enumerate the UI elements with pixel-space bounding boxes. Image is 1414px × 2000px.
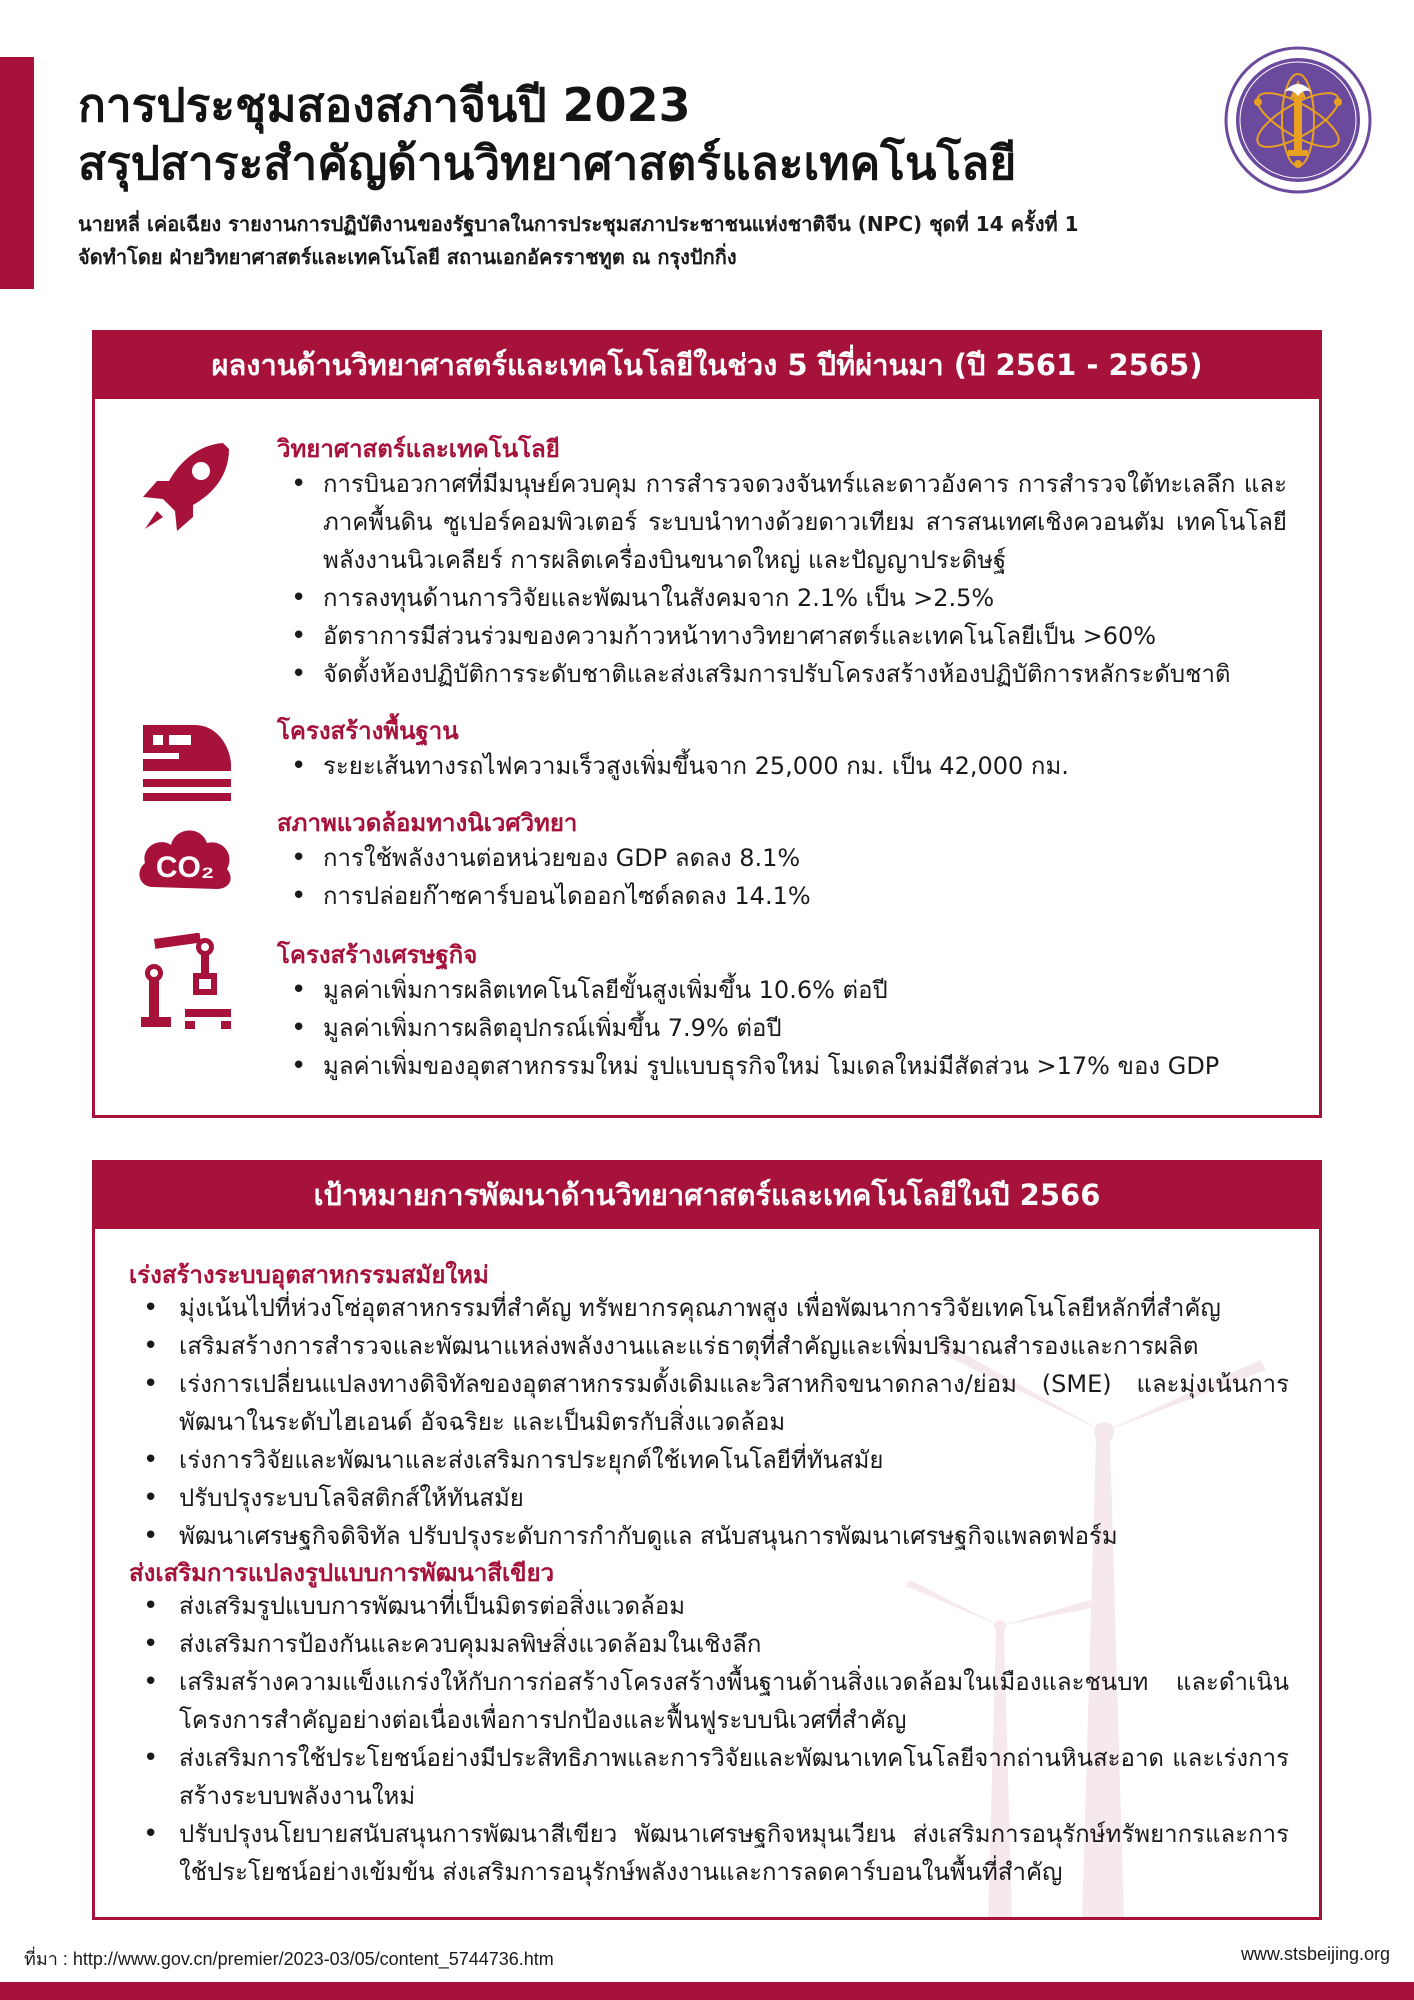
- section-title-science-tech: วิทยาศาสตร์และเทคโนโลยี: [277, 435, 560, 463]
- list-item: • การปล่อยก๊าซคาร์บอนไดออกไซด์ลดลง 14.1%: [277, 877, 1287, 915]
- section-title-green-development: ส่งเสริมการแปลงรูปแบบการพัฒนาสีเขียว: [129, 1559, 555, 1587]
- list-item: • ส่งเสริมการใช้ประโยชน์อย่างมีประสิทธิภาพและการวิจัยและพัฒนาเทคโนโลยีจากถ่านหินสะอาด และเร่งการสร้างระบบพลังงานใหม่: [129, 1739, 1289, 1815]
- bottom-accent-bar: [0, 1982, 1414, 2000]
- train-icon: [135, 713, 235, 813]
- ecology-list: [277, 839, 1287, 915]
- modern-industry-list: [129, 1289, 1289, 1555]
- list-item: • การใช้พลังงานต่อหน่วยของ GDP ลดลง 8.1%: [277, 839, 1287, 877]
- svg-text:CO₂: CO₂: [155, 851, 215, 884]
- science-tech-list: [277, 465, 1287, 693]
- robot-arm-icon: [135, 933, 235, 1033]
- list-item: • เร่งการวิจัยและพัฒนาและส่งเสริมการประยุกต์ใช้เทคโนโลยีที่ทันสมัย: [129, 1441, 1289, 1479]
- section-title-infrastructure: โครงสร้างพื้นฐาน: [277, 717, 459, 745]
- list-item: • ส่งเสริมการป้องกันและควบคุมมลพิษสิ่งแวดล้อมในเชิงลึก: [129, 1625, 1289, 1663]
- list-item: • ส่งเสริมรูปแบบการพัฒนาที่เป็นมิตรต่อสิ่งแวดล้อม: [129, 1587, 1289, 1625]
- list-item: • จัดตั้งห้องปฏิบัติการระดับชาติและส่งเสริมการปรับโครงสร้างห้องปฏิบัติการหลักระดับชาติ: [277, 655, 1287, 693]
- list-item: • ระยะเส้นทางรถไฟความเร็วสูงเพิ่มขึ้นจาก 25,000 กม. เป็น 42,000 กม.: [277, 747, 1287, 785]
- list-item: • มูลค่าเพิ่มการผลิตอุปกรณ์เพิ่มขึ้น 7.9% ต่อปี: [277, 1009, 1287, 1047]
- list-item: • เสริมสร้างการสำรวจและพัฒนาแหล่งพลังงานและแร่ธาตุที่สำคัญและเพิ่มปริมาณสำรองและการผลิต: [129, 1327, 1289, 1365]
- green-development-list: [129, 1587, 1289, 1891]
- rocket-icon: [135, 437, 235, 537]
- achievements-panel-header: ผลงานด้านวิทยาศาสตร์และเทคโนโลยีในช่วง 5 ปีที่ผ่านมา (ปี 2561 - 2565): [95, 333, 1319, 399]
- section-title-modern-industry: เร่งสร้างระบบอุตสาหกรรมสมัยใหม่: [129, 1261, 489, 1289]
- infrastructure-list: [277, 747, 1287, 785]
- goals-panel-header: เป้าหมายการพัฒนาด้านวิทยาศาสตร์และเทคโนโลยีในปี 2566: [95, 1163, 1319, 1229]
- list-item: • มูลค่าเพิ่มการผลิตเทคโนโลยีขั้นสูงเพิ่มขึ้น 10.6% ต่อปี: [277, 971, 1287, 1009]
- list-item: • การบินอวกาศที่มีมนุษย์ควบคุม การสำรวจดวงจันทร์และดาวอังคาร การสำรวจใต้ทะเลลึก และภาคพื้นดิน ซูเปอร์คอมพิวเตอร์ ระบบนำทางด้วยดาวเทียม สารสนเทศเชิงควอนตัม เทคโนโลยีพลังงานนิวเคลียร์ การผลิตเครื่องบินขนาดใหญ่ และปัญญาประดิษฐ์: [277, 465, 1287, 579]
- list-item: • อัตราการมีส่วนร่วมของความก้าวหน้าทางวิทยาศาสตร์และเทคโนโลยีเป็น >60%: [277, 617, 1287, 655]
- list-item: • มุ่งเน้นไปที่ห่วงโซ่อุตสาหกรรมที่สำคัญ ทรัพยากรคุณภาพสูง เพื่อพัฒนาการวิจัยเทคโนโลยีหลักที่สำคัญ: [129, 1289, 1289, 1327]
- ministry-seal-logo: [1224, 46, 1372, 194]
- website-link[interactable]: www.stsbeijing.org: [1240, 1944, 1390, 1964]
- list-item: • เร่งการเปลี่ยนแปลงทางดิจิทัลของอุตสาหกรรมดั้งเดิมและวิสาหกิจขนาดกลาง/ย่อม (SME) และมุ่งเน้นการพัฒนาในระดับไฮเอนด์ อัจฉริยะ และเป็นมิตรกับสิ่งแวดล้อม: [129, 1365, 1289, 1441]
- left-accent-bar: [0, 57, 34, 289]
- goals-panel: [92, 1160, 1322, 1920]
- list-item: • มูลค่าเพิ่มของอุตสาหกรรมใหม่ รูปแบบธุรกิจใหม่ โมเดลใหม่มีสัดส่วน >17% ของ GDP: [277, 1047, 1287, 1085]
- title-line-1: การประชุมสองสภาจีนปี 2023: [78, 78, 691, 132]
- subtitle-line-2: จัดทำโดย ฝ่ายวิทยาศาสตร์และเทคโนโลยี สถานเอกอัครราชทูต ณ กรุงปักกิ่ง: [78, 245, 737, 269]
- subtitle-line-1: นายหลี่ เค่อเฉียง รายงานการปฏิบัติงานของรัฐบาลในการประชุมสภาประชาชนแห่งชาติจีน (NPC) ชุดที่ 14 ครั้งที่ 1: [78, 212, 1079, 236]
- economy-list: [277, 971, 1287, 1085]
- page-subtitle: [78, 208, 1228, 274]
- list-item: • พัฒนาเศรษฐกิจดิจิทัล ปรับปรุงระดับการกำกับดูแล สนับสนุนการพัฒนาเศรษฐกิจแพลตฟอร์ม: [129, 1517, 1289, 1555]
- list-item: • ปรับปรุงระบบโลจิสติกส์ให้ทันสมัย: [129, 1479, 1289, 1517]
- section-title-ecology: สภาพแวดล้อมทางนิเวศวิทยา: [277, 809, 578, 837]
- title-line-2: สรุปสาระสำคัญด้านวิทยาศาสตร์และเทคโนโลยี: [78, 136, 1017, 190]
- section-title-economy: โครงสร้างเศรษฐกิจ: [277, 941, 478, 969]
- list-item: • ปรับปรุงนโยบายสนับสนุนการพัฒนาสีเขียว พัฒนาเศรษฐกิจหมุนเวียน ส่งเสริมการอนุรักษ์ทรัพยากรและการใช้ประโยชน์อย่างเข้มข้น ส่งเสริมการอนุรักษ์พลังงานและการลดคาร์บอนในพื้นที่สำคัญ: [129, 1815, 1289, 1891]
- page-title: [78, 76, 1178, 192]
- list-item: • การลงทุนด้านการวิจัยและพัฒนาในสังคมจาก 2.1% เป็น >2.5%: [277, 579, 1287, 617]
- source-citation: ที่มา : http://www.gov.cn/premier/2023-03/05/content_5744736.htm: [24, 1949, 554, 1969]
- list-item: • เสริมสร้างความแข็งแกร่งให้กับการก่อสร้างโครงสร้างพื้นฐานด้านสิ่งแวดล้อมในเมืองและชนบท และดำเนินโครงการสำคัญอย่างต่อเนื่องเพื่อการปกป้องและฟื้นฟูระบบนิเวศที่สำคัญ: [129, 1663, 1289, 1739]
- co2-cloud-icon: [135, 803, 235, 903]
- achievements-panel: [92, 330, 1322, 1118]
